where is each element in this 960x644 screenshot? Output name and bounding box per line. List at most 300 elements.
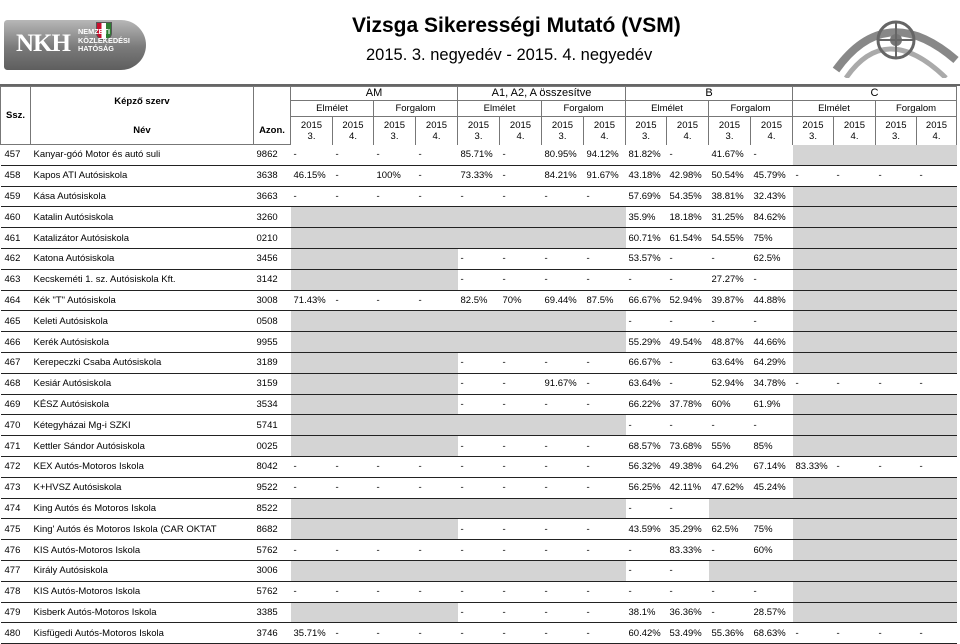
cell-azon: 3189: [254, 352, 291, 373]
cell-ssz: 475: [1, 519, 31, 540]
cell-value: [416, 436, 458, 457]
cell-value: -: [584, 186, 626, 207]
cell-value: 73.33%: [458, 165, 500, 186]
cell-value: 38.1%: [626, 602, 667, 623]
cell-value: -: [584, 394, 626, 415]
cell-value: -: [500, 456, 542, 477]
cell-azon: 3006: [254, 560, 291, 581]
cell-value: -: [374, 456, 416, 477]
logo-wordmark: NKH: [16, 30, 70, 57]
cell-value: -: [667, 248, 709, 269]
cell-value: [333, 269, 374, 290]
cell-value: [834, 540, 876, 561]
col-sub-forgalom: Forgalom: [876, 101, 957, 117]
cell-value: [917, 394, 957, 415]
cell-value: -: [500, 352, 542, 373]
cell-value: -: [500, 373, 542, 394]
cell-ssz: 463: [1, 269, 31, 290]
cell-ssz: 472: [1, 456, 31, 477]
cell-value: 42.11%: [667, 477, 709, 498]
cell-value: 49.54%: [667, 332, 709, 353]
cell-ssz: 468: [1, 373, 31, 394]
cell-value: 43.59%: [626, 519, 667, 540]
cell-value: [374, 352, 416, 373]
cell-azon: 5762: [254, 581, 291, 602]
cell-value: 55%: [709, 436, 751, 457]
cell-value: -: [542, 352, 584, 373]
cell-value: [416, 498, 458, 519]
cell-value: [291, 602, 333, 623]
cell-value: -: [751, 145, 793, 166]
cell-value: [917, 581, 957, 602]
cell-value: 35.71%: [291, 623, 333, 644]
table-row: [1, 560, 957, 581]
cell-value: -: [626, 560, 667, 581]
cell-ssz: 476: [1, 540, 31, 561]
col-group-b: B: [626, 87, 793, 101]
cell-value: [542, 415, 584, 436]
cell-value: -: [333, 623, 374, 644]
table-row: [1, 269, 957, 290]
cell-value: -: [500, 186, 542, 207]
cell-value: [834, 498, 876, 519]
cell-value: -: [626, 498, 667, 519]
cell-value: 64.2%: [709, 456, 751, 477]
cell-value: -: [333, 145, 374, 166]
vsm-table: [0, 86, 957, 644]
cell-value: [876, 540, 917, 561]
cell-value: [416, 560, 458, 581]
col-sub-forgalom: Forgalom: [709, 101, 793, 117]
cell-value: -: [542, 436, 584, 457]
table-row: [1, 623, 957, 644]
cell-value: [793, 228, 834, 249]
table-row: [1, 145, 957, 166]
cell-value: 42.98%: [667, 165, 709, 186]
cell-value: [834, 519, 876, 540]
cell-name: Kesiár Autósiskola: [31, 373, 254, 394]
table-row: [1, 332, 957, 353]
cell-value: [291, 415, 333, 436]
cell-value: [793, 436, 834, 457]
cell-value: -: [374, 290, 416, 311]
cell-value: [542, 207, 584, 228]
cell-value: [374, 207, 416, 228]
cell-value: 57.69%: [626, 186, 667, 207]
cell-value: [876, 436, 917, 457]
cell-value: [291, 352, 333, 373]
cell-value: -: [584, 623, 626, 644]
cell-value: 18.18%: [667, 207, 709, 228]
cell-value: 46.15%: [291, 165, 333, 186]
col-period: 2015 3.: [626, 117, 667, 145]
cell-name: KIS Autós-Motoros Iskola: [31, 540, 254, 561]
cell-azon: 9522: [254, 477, 291, 498]
cell-value: 68.57%: [626, 436, 667, 457]
cell-value: -: [584, 477, 626, 498]
cell-value: -: [542, 456, 584, 477]
cell-value: [542, 560, 584, 581]
cell-value: 45.79%: [751, 165, 793, 186]
cell-value: [584, 332, 626, 353]
cell-value: -: [542, 269, 584, 290]
cell-value: -: [458, 436, 500, 457]
cell-value: [542, 228, 584, 249]
cell-value: [416, 269, 458, 290]
cell-azon: 3008: [254, 290, 291, 311]
cell-value: 60%: [751, 540, 793, 561]
cell-value: [333, 228, 374, 249]
cell-value: -: [458, 248, 500, 269]
cell-value: [793, 352, 834, 373]
cell-value: [917, 186, 957, 207]
cell-value: [917, 228, 957, 249]
cell-value: [416, 602, 458, 623]
cell-value: [291, 269, 333, 290]
cell-azon: 0210: [254, 228, 291, 249]
cell-value: [834, 602, 876, 623]
table-row: [1, 373, 957, 394]
cell-value: -: [458, 581, 500, 602]
col-sub-forgalom: Forgalom: [374, 101, 458, 117]
cell-value: [500, 332, 542, 353]
cell-value: [291, 498, 333, 519]
cell-value: -: [751, 581, 793, 602]
cell-value: 66.67%: [626, 290, 667, 311]
cell-value: -: [542, 248, 584, 269]
table-row: [1, 436, 957, 457]
cell-azon: 9955: [254, 332, 291, 353]
cell-value: [458, 560, 500, 581]
cell-value: [500, 228, 542, 249]
cell-value: -: [542, 186, 584, 207]
cell-value: -: [333, 581, 374, 602]
cell-value: -: [416, 581, 458, 602]
cell-name: Kapos ATI Autósiskola: [31, 165, 254, 186]
cell-ssz: 469: [1, 394, 31, 415]
cell-value: -: [458, 269, 500, 290]
cell-value: -: [333, 290, 374, 311]
cell-value: -: [834, 373, 876, 394]
cell-value: 84.21%: [542, 165, 584, 186]
cell-value: 52.94%: [667, 290, 709, 311]
cell-value: [917, 602, 957, 623]
cell-value: [917, 498, 957, 519]
cell-value: -: [458, 394, 500, 415]
cell-ssz: 462: [1, 248, 31, 269]
cell-value: -: [542, 581, 584, 602]
col-period: 2015 3.: [542, 117, 584, 145]
col-period: 2015 4.: [917, 117, 957, 145]
cell-ssz: 474: [1, 498, 31, 519]
cell-value: -: [458, 519, 500, 540]
cell-value: -: [667, 352, 709, 373]
cell-azon: 5741: [254, 415, 291, 436]
col-period: 2015 3.: [374, 117, 416, 145]
cell-value: [458, 311, 500, 332]
cell-value: -: [626, 311, 667, 332]
cell-azon: 8042: [254, 456, 291, 477]
cell-name: Király Autósiskola: [31, 560, 254, 581]
cell-value: [793, 145, 834, 166]
cell-value: [834, 477, 876, 498]
cell-value: [416, 415, 458, 436]
cell-value: -: [542, 394, 584, 415]
cell-ssz: 459: [1, 186, 31, 207]
col-period: 2015 3.: [793, 117, 834, 145]
cell-value: -: [793, 165, 834, 186]
cell-value: 35.29%: [667, 519, 709, 540]
cell-value: 38.81%: [709, 186, 751, 207]
cell-value: [917, 145, 957, 166]
cell-value: [876, 269, 917, 290]
cell-value: [834, 207, 876, 228]
cell-azon: 3142: [254, 269, 291, 290]
cell-value: [416, 248, 458, 269]
cell-value: [374, 560, 416, 581]
table-row: [1, 394, 957, 415]
cell-name: King' Autós és Motoros Iskola (CAR OKTAT: [31, 519, 254, 540]
col-nev: Név: [31, 117, 254, 145]
table-row: [1, 498, 957, 519]
cell-value: -: [416, 477, 458, 498]
cell-value: [876, 186, 917, 207]
cell-value: -: [416, 290, 458, 311]
cell-value: -: [374, 145, 416, 166]
cell-value: [458, 498, 500, 519]
cell-value: -: [876, 373, 917, 394]
cell-value: [834, 332, 876, 353]
cell-value: 91.67%: [584, 165, 626, 186]
cell-ssz: 457: [1, 145, 31, 166]
col-period: 2015 4.: [667, 117, 709, 145]
cell-value: -: [876, 623, 917, 644]
cell-azon: 3159: [254, 373, 291, 394]
cell-value: -: [416, 165, 458, 186]
cell-value: 27.27%: [709, 269, 751, 290]
cell-value: 66.67%: [626, 352, 667, 373]
cell-value: 85.71%: [458, 145, 500, 166]
cell-value: 44.66%: [751, 332, 793, 353]
cell-value: -: [458, 623, 500, 644]
cell-value: -: [458, 540, 500, 561]
cell-value: -: [333, 165, 374, 186]
cell-value: 35.9%: [626, 207, 667, 228]
col-period: 2015 3.: [876, 117, 917, 145]
cell-value: -: [709, 248, 751, 269]
cell-value: [333, 373, 374, 394]
cell-value: 67.14%: [751, 456, 793, 477]
cell-value: -: [500, 602, 542, 623]
cell-value: [834, 311, 876, 332]
cell-value: -: [374, 186, 416, 207]
cell-value: -: [542, 602, 584, 623]
cell-value: [793, 248, 834, 269]
cell-name: Kerék Autósiskola: [31, 332, 254, 353]
cell-value: [291, 207, 333, 228]
cell-value: 48.87%: [709, 332, 751, 353]
cell-value: [834, 581, 876, 602]
cell-value: 53.57%: [626, 248, 667, 269]
cell-value: -: [500, 581, 542, 602]
cell-value: [584, 415, 626, 436]
cell-value: -: [458, 186, 500, 207]
cell-value: 87.5%: [584, 290, 626, 311]
cell-value: [584, 498, 626, 519]
cell-value: [876, 519, 917, 540]
cell-value: [834, 394, 876, 415]
cell-value: [500, 415, 542, 436]
cell-value: [374, 269, 416, 290]
cell-value: [876, 415, 917, 436]
cell-value: -: [626, 415, 667, 436]
cell-ssz: 479: [1, 602, 31, 623]
cell-value: [291, 373, 333, 394]
cell-azon: 3456: [254, 248, 291, 269]
cell-value: [374, 228, 416, 249]
cell-value: -: [876, 165, 917, 186]
cell-value: 60.42%: [626, 623, 667, 644]
table-row: [1, 248, 957, 269]
col-period: 2015 4.: [751, 117, 793, 145]
cell-value: [876, 560, 917, 581]
cell-name: Kettler Sándor Autósiskola: [31, 436, 254, 457]
cell-value: [793, 311, 834, 332]
cell-value: [333, 352, 374, 373]
cell-value: [876, 602, 917, 623]
cell-value: [374, 332, 416, 353]
cell-name: K+HVSZ Autósiskola: [31, 477, 254, 498]
cell-value: -: [584, 269, 626, 290]
cell-value: [793, 540, 834, 561]
cell-value: -: [458, 373, 500, 394]
table-row: [1, 415, 957, 436]
cell-value: 81.82%: [626, 145, 667, 166]
cell-value: 73.68%: [667, 436, 709, 457]
cell-value: -: [834, 456, 876, 477]
cell-value: [917, 519, 957, 540]
cell-value: 56.32%: [626, 456, 667, 477]
cell-value: 61.9%: [751, 394, 793, 415]
cell-value: 71.43%: [291, 290, 333, 311]
cell-value: [333, 519, 374, 540]
cell-value: 75%: [751, 228, 793, 249]
cell-value: -: [291, 186, 333, 207]
cell-value: [584, 207, 626, 228]
cell-value: -: [793, 623, 834, 644]
cell-value: [291, 519, 333, 540]
cell-value: -: [709, 415, 751, 436]
cell-value: 70%: [500, 290, 542, 311]
cell-value: -: [667, 581, 709, 602]
cell-value: -: [917, 456, 957, 477]
cell-name: Kerepeczki Csaba Autósiskola: [31, 352, 254, 373]
cell-ssz: 478: [1, 581, 31, 602]
cell-value: [584, 228, 626, 249]
cell-ssz: 465: [1, 311, 31, 332]
cell-value: 31.25%: [709, 207, 751, 228]
cell-value: 91.67%: [542, 373, 584, 394]
cell-value: -: [793, 373, 834, 394]
cell-azon: 9862: [254, 145, 291, 166]
nkh-logo: [4, 20, 146, 70]
cell-value: -: [584, 436, 626, 457]
cell-value: 34.78%: [751, 373, 793, 394]
cell-value: -: [374, 623, 416, 644]
cell-value: -: [709, 602, 751, 623]
cell-value: [793, 477, 834, 498]
cell-value: -: [374, 581, 416, 602]
cell-value: 32.43%: [751, 186, 793, 207]
cell-value: -: [333, 477, 374, 498]
cell-value: -: [416, 186, 458, 207]
cell-value: [374, 519, 416, 540]
table-row: [1, 477, 957, 498]
cell-value: -: [709, 540, 751, 561]
cell-value: 68.63%: [751, 623, 793, 644]
cell-value: [291, 436, 333, 457]
col-group-c: C: [793, 87, 957, 101]
cell-value: -: [291, 456, 333, 477]
cell-value: [793, 560, 834, 581]
cell-name: Keleti Autósiskola: [31, 311, 254, 332]
col-kepzo-szerv: Képző szerv: [31, 87, 254, 117]
cell-value: [500, 560, 542, 581]
cell-name: Katalizátor Autósiskola: [31, 228, 254, 249]
cell-value: 54.35%: [667, 186, 709, 207]
col-azon: Azon.: [254, 117, 291, 145]
cell-value: -: [834, 165, 876, 186]
cell-azon: 0508: [254, 311, 291, 332]
cell-value: [542, 498, 584, 519]
cell-value: -: [542, 519, 584, 540]
cell-value: -: [500, 519, 542, 540]
cell-value: -: [626, 581, 667, 602]
cell-value: 37.78%: [667, 394, 709, 415]
cell-value: -: [542, 477, 584, 498]
cell-azon: 3260: [254, 207, 291, 228]
table-row: [1, 352, 957, 373]
cell-azon: 0025: [254, 436, 291, 457]
cell-value: [374, 498, 416, 519]
cell-azon: 3534: [254, 394, 291, 415]
cell-value: [876, 145, 917, 166]
cell-ssz: 470: [1, 415, 31, 436]
cell-value: -: [416, 145, 458, 166]
cell-value: [917, 248, 957, 269]
cell-value: [416, 352, 458, 373]
cell-value: -: [751, 269, 793, 290]
cell-value: 55.29%: [626, 332, 667, 353]
cell-value: [333, 207, 374, 228]
cell-value: [542, 311, 584, 332]
cell-value: -: [626, 540, 667, 561]
cell-azon: 5762: [254, 540, 291, 561]
cell-value: [751, 498, 793, 519]
cell-value: [374, 602, 416, 623]
cell-value: 49.38%: [667, 456, 709, 477]
cell-value: -: [416, 623, 458, 644]
cell-value: -: [584, 540, 626, 561]
cell-ssz: 458: [1, 165, 31, 186]
cell-name: King Autós és Motoros Iskola: [31, 498, 254, 519]
cell-value: [416, 519, 458, 540]
cell-value: [333, 498, 374, 519]
table-row: [1, 186, 957, 207]
cell-value: [917, 352, 957, 373]
cell-value: [374, 436, 416, 457]
cell-value: [793, 290, 834, 311]
